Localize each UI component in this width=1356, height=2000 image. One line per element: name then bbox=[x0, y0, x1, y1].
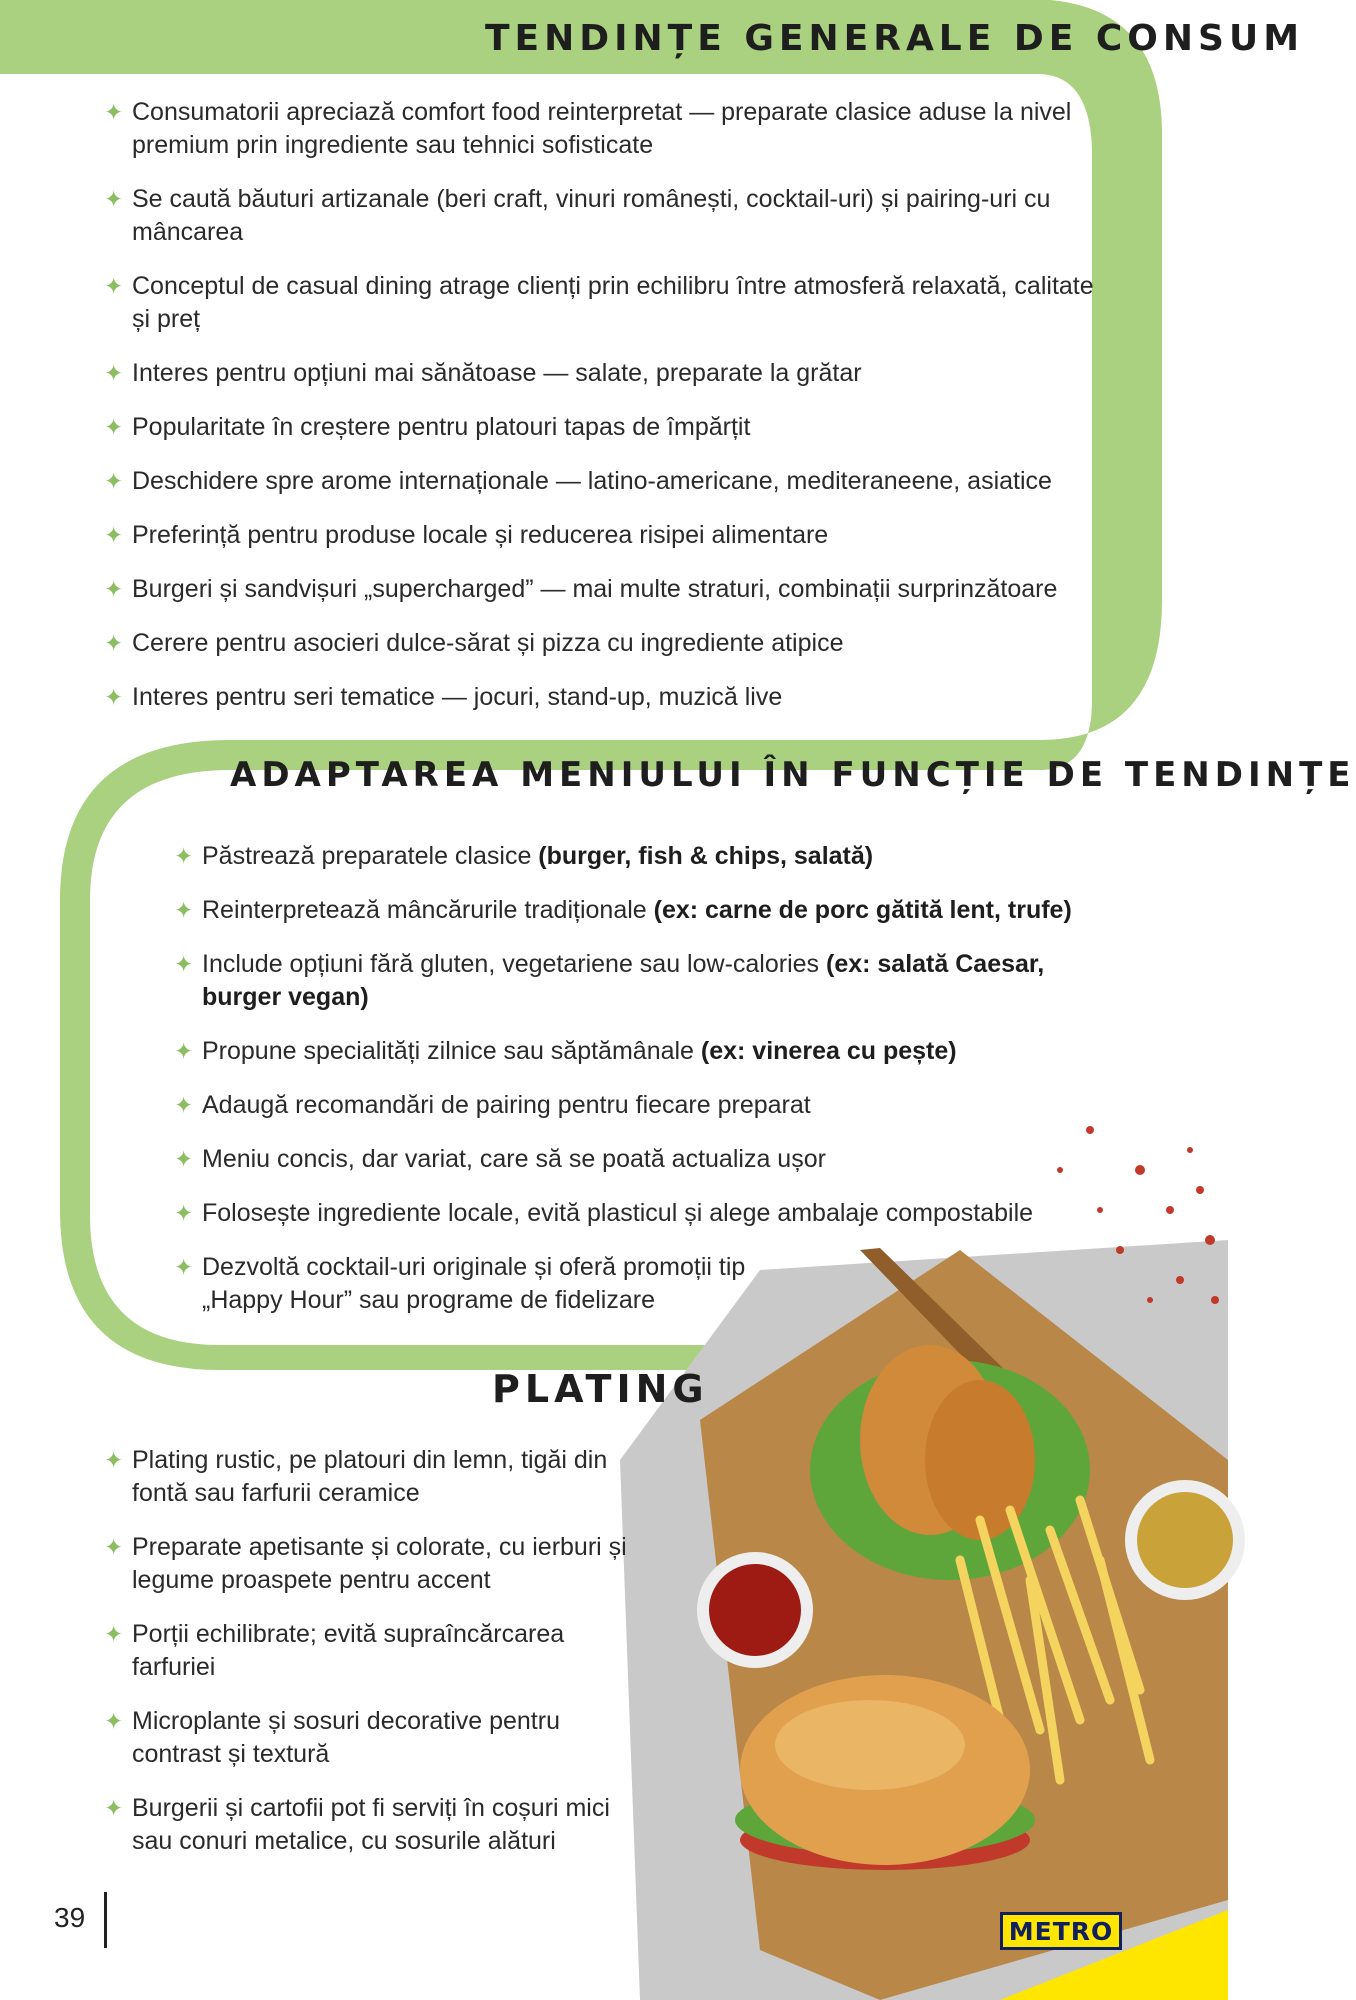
list-item: ✦ Consumatorii apreciază comfort food reinterpretat — preparate clasice aduse la nivel premium prin ingrediente sau tehnici sofisticate bbox=[104, 98, 1072, 159]
bullet-icon: ✦ bbox=[104, 1447, 124, 1473]
list-item: ✦ Interes pentru opțiuni mai sănătoase — salate, preparate la grătar bbox=[104, 357, 1094, 390]
page-number: 39 bbox=[54, 1902, 86, 1933]
list-item: ✦ Meniu concis, dar variat, care să se poată actualiza ușor bbox=[174, 1143, 1094, 1176]
section-title-consum: TENDINȚE GENERALE DE CONSUM bbox=[485, 18, 1305, 59]
bullet-icon: ✦ bbox=[174, 1038, 194, 1064]
list-item: ✦ Include opțiuni fără gluten, vegetariene sau low-calories (ex: salată Caesar, burger vegan) bbox=[174, 950, 1045, 1011]
bullet-icon: ✦ bbox=[104, 468, 124, 494]
section-title-plating: PLATING bbox=[492, 1367, 709, 1411]
bullet-icon: ✦ bbox=[104, 273, 124, 299]
trends-list bbox=[104, 96, 1094, 735]
bullet-icon: ✦ bbox=[174, 843, 194, 869]
food-board-illustration bbox=[620, 1240, 1245, 2000]
bullet-icon: ✦ bbox=[174, 1092, 194, 1118]
bullet-icon: ✦ bbox=[104, 1534, 124, 1560]
list-item: ✦ Preferință pentru produse locale și reducerea risipei alimentare bbox=[104, 519, 1094, 552]
list-item: ✦ Conceptul de casual dining atrage clienți prin echilibru între atmosferă relaxată, calitate și preț bbox=[104, 272, 1094, 333]
logo-text: METRO bbox=[1008, 1916, 1114, 1946]
list-item: ✦ Folosește ingrediente locale, evită plasticul și alege ambalaje compostabile bbox=[174, 1197, 1094, 1230]
bullet-icon: ✦ bbox=[104, 1708, 124, 1734]
bullet-icon: ✦ bbox=[104, 576, 124, 602]
list-item: ✦ Păstrează preparatele clasice (burger, fish & chips, salată) bbox=[174, 840, 1094, 873]
bullet-icon: ✦ bbox=[174, 897, 194, 923]
list-item: ✦ Se caută băuturi artizanale (beri craft, vinuri românești, cocktail-uri) și pairing-uri cu mâncarea bbox=[104, 185, 1051, 246]
list-item: ✦ Cerere pentru asocieri dulce-sărat și pizza cu ingrediente atipice bbox=[104, 627, 1094, 660]
bullet-icon: ✦ bbox=[104, 1795, 124, 1821]
bullet-icon: ✦ bbox=[174, 951, 194, 977]
metro-logo bbox=[1000, 1912, 1122, 1950]
list-item: ✦ Microplante și sosuri decorative pentru contrast și textură bbox=[104, 1707, 560, 1768]
bullet-icon: ✦ bbox=[104, 99, 124, 125]
bullet-icon: ✦ bbox=[174, 1146, 194, 1172]
bullet-icon: ✦ bbox=[104, 522, 124, 548]
list-item: ✦ Deschidere spre arome internaționale — latino-americane, mediteraneene, asiatice bbox=[104, 465, 1094, 498]
list-item: ✦ Preparate apetisante și colorate, cu ierburi și legume proaspete pentru accent bbox=[104, 1533, 627, 1594]
bullet-icon: ✦ bbox=[104, 630, 124, 656]
list-item: ✦ Popularitate în creștere pentru platouri tapas de împărțit bbox=[104, 411, 1094, 444]
bullet-icon: ✦ bbox=[174, 1254, 194, 1280]
list-item: ✦ Burgeri și sandvișuri „supercharged” — mai multe straturi, combinații surprinzătoare bbox=[104, 573, 1094, 606]
page-number-divider bbox=[104, 1892, 107, 1948]
bullet-icon: ✦ bbox=[104, 360, 124, 386]
plating-list bbox=[104, 1444, 644, 1879]
list-item: ✦ Dezvoltă cocktail-uri originale și oferă promoții tip „Happy Hour” sau programe de fidelizare bbox=[174, 1253, 746, 1314]
bullet-icon: ✦ bbox=[104, 684, 124, 710]
list-item: ✦ Plating rustic, pe platouri din lemn, tigăi din fontă sau farfurii ceramice bbox=[104, 1446, 608, 1507]
list-item: ✦ Interes pentru seri tematice — jocuri, stand-up, muzică live bbox=[104, 681, 1094, 714]
bullet-icon: ✦ bbox=[174, 1200, 194, 1226]
section-title-meniu: ADAPTAREA MENIULUI ÎN FUNCȚIE DE TENDINȚE bbox=[230, 755, 1356, 795]
list-item: ✦ Adaugă recomandări de pairing pentru fiecare preparat bbox=[174, 1089, 1094, 1122]
bullet-icon: ✦ bbox=[104, 414, 124, 440]
menu-adaptation-list bbox=[174, 840, 1094, 1338]
list-item: ✦ Porții echilibrate; evită supraîncărcarea farfuriei bbox=[104, 1620, 565, 1681]
list-item: ✦ Reinterpretează mâncărurile tradiționale (ex: carne de porc gătită lent, trufe) bbox=[174, 894, 1094, 927]
list-item: ✦ Propune specialități zilnice sau săptămânale (ex: vinerea cu pește) bbox=[174, 1035, 1094, 1068]
list-item: ✦ Burgerii și cartofii pot fi serviți în coșuri mici sau conuri metalice, cu sosurile alături bbox=[104, 1794, 610, 1855]
bullet-icon: ✦ bbox=[104, 186, 124, 212]
bullet-icon: ✦ bbox=[104, 1621, 124, 1647]
